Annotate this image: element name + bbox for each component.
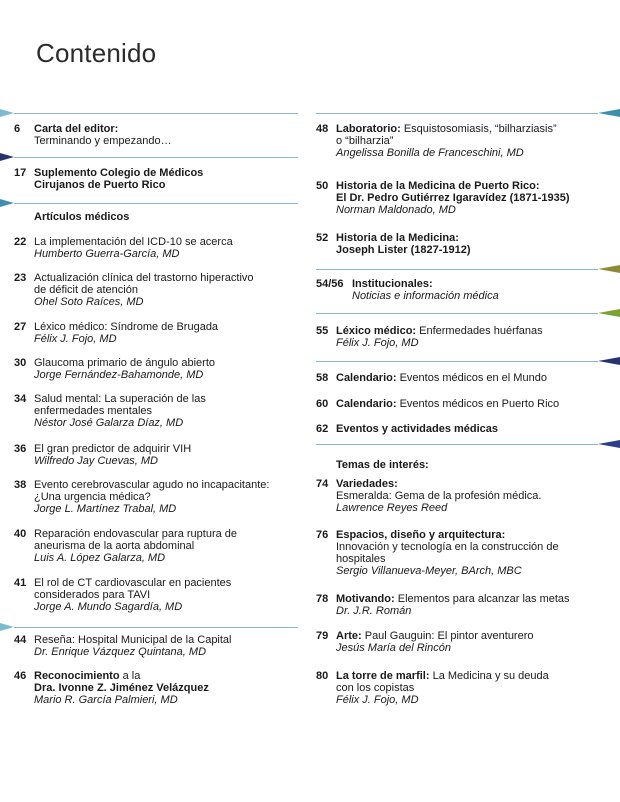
divider bbox=[316, 444, 598, 445]
entry-author: Félix J. Fojo, MD bbox=[336, 694, 419, 706]
page-number: 46 bbox=[14, 670, 27, 682]
entry-title: Reparación endovascular para ruptura de bbox=[34, 528, 238, 540]
entry-author: Félix J. Fojo, MD bbox=[336, 337, 419, 349]
page-number: 50 bbox=[316, 180, 329, 192]
entry-title-rest: La Medicina y su deuda bbox=[429, 670, 549, 682]
entry-author: Néstor José Galarza Díaz, MD bbox=[34, 417, 184, 429]
page-number: 38 bbox=[14, 479, 27, 491]
entry-author: Jorge Fernández-Bahamonde, MD bbox=[34, 369, 204, 381]
entry-author: Jorge A. Mundo Sagardía, MD bbox=[34, 601, 183, 613]
entry-title: Suplemento Colegio de Médicos bbox=[34, 167, 204, 179]
entry-title: Institucionales: bbox=[352, 278, 433, 290]
entry-author: Humberto Guerra-García, MD bbox=[34, 248, 180, 260]
entry-author: Wilfredo Jay Cuevas, MD bbox=[34, 455, 158, 467]
entry-subtitle: Esmeralda: Gema de la profesión médica. bbox=[336, 490, 542, 502]
page-number: 58 bbox=[316, 372, 329, 384]
page-number: 23 bbox=[14, 272, 27, 284]
entry-author: Angelissa Bonilla de Franceschini, MD bbox=[336, 147, 524, 159]
entry-title: Calendario: bbox=[336, 398, 397, 410]
divider bbox=[14, 157, 298, 158]
entry-title: El gran predictor de adquirir VIH bbox=[34, 443, 192, 455]
entry-author: Jorge L. Martínez Trabal, MD bbox=[34, 503, 177, 515]
teal-marker bbox=[0, 623, 14, 631]
page-number: 52 bbox=[316, 232, 329, 244]
entry-author: Jesús María del Rincón bbox=[336, 642, 451, 654]
entry-author: Mario R. García Palmieri, MD bbox=[34, 694, 178, 706]
olive-marker bbox=[598, 265, 620, 273]
entry-subtitle: Innovación y tecnología en la construcción de bbox=[336, 541, 559, 553]
entry-title: Variedades: bbox=[336, 478, 398, 490]
page-number: 40 bbox=[14, 528, 27, 540]
page-number: 80 bbox=[316, 670, 329, 682]
entry-title-rest: Eventos médicos en el Mundo bbox=[396, 372, 547, 384]
divider bbox=[14, 203, 298, 204]
entry-title: Laboratorio: bbox=[336, 123, 401, 135]
entry-title: Historia de la Medicina: bbox=[336, 232, 459, 244]
entry-author: Sergio Villanueva-Meyer, BArch, MBC bbox=[336, 565, 522, 577]
entry-title-line2: aneurisma de la aorta abdominal bbox=[34, 540, 195, 552]
teal-marker bbox=[0, 199, 14, 207]
entry-title-rest: a la bbox=[119, 670, 141, 682]
entry-title-line2: Cirujanos de Puerto Rico bbox=[34, 179, 166, 191]
entry-title-line2: Joseph Lister (1827-1912) bbox=[336, 244, 471, 256]
entry-title: Carta del editor: bbox=[34, 123, 119, 135]
page-number: 74 bbox=[316, 478, 329, 490]
entry-title: Motivando: bbox=[336, 593, 395, 605]
entry-title: Actualización clínica del trastorno hiperactivo bbox=[34, 272, 254, 284]
entry-title: Eventos y actividades médicas bbox=[336, 423, 499, 435]
entry-author: Dr. Enrique Vázquez Quintana, MD bbox=[34, 646, 207, 658]
entry-title: Reconocimiento bbox=[34, 670, 120, 682]
entry-author: Dr. J.R. Román bbox=[336, 605, 412, 617]
entry-title-rest: Eventos médicos en Puerto Rico bbox=[396, 398, 560, 410]
page-number: 62 bbox=[316, 423, 329, 435]
entry-title: El rol de CT cardiovascular en pacientes bbox=[34, 577, 232, 589]
divider bbox=[316, 313, 598, 314]
teal-marker bbox=[0, 109, 14, 117]
entry-title: Salud mental: La superación de las bbox=[34, 393, 206, 405]
entry-title: Evento cerebrovascular agudo no incapacitante: bbox=[34, 479, 270, 491]
page-number: 34 bbox=[14, 393, 27, 405]
entry-title-rest: Esquistosomiasis, “bilharziasis” bbox=[400, 123, 557, 135]
page-number: 78 bbox=[316, 593, 329, 605]
divider bbox=[14, 627, 298, 628]
entry-title-line2: Dra. Ivonne Z. Jiménez Velázquez bbox=[34, 682, 209, 694]
entry-subtitle: Terminando y empezando… bbox=[34, 135, 172, 147]
page-number: 79 bbox=[316, 630, 329, 642]
entry-title: Glaucoma primario de ángulo abierto bbox=[34, 357, 215, 369]
navy-marker bbox=[598, 357, 620, 365]
navy-marker bbox=[598, 440, 620, 448]
page-number: 76 bbox=[316, 529, 329, 541]
lime-marker bbox=[598, 309, 620, 317]
page-number: 44 bbox=[14, 634, 27, 646]
entry-author: Luis A. López Galarza, MD bbox=[34, 552, 166, 564]
entry-subtitle-line2: hospitales bbox=[336, 553, 386, 565]
page-number: 27 bbox=[14, 321, 27, 333]
entry-subtitle: Noticias e información médica bbox=[352, 290, 499, 302]
entry-title-rest: Enfermedades huérfanas bbox=[416, 325, 543, 337]
divider bbox=[316, 361, 598, 362]
entry-title-line2: enfermedades mentales bbox=[34, 405, 153, 417]
entry-author: Félix J. Fojo, MD bbox=[34, 333, 117, 345]
entry-title-rest: Paul Gauguin: El pintor aventurero bbox=[361, 630, 534, 642]
section-heading: Artículos médicos bbox=[34, 211, 130, 223]
entry-title: La torre de marfil: bbox=[336, 670, 430, 682]
page-number: 30 bbox=[14, 357, 27, 369]
page-number: 22 bbox=[14, 236, 27, 248]
page-number: 6 bbox=[14, 123, 21, 135]
entry-title: Calendario: bbox=[336, 372, 397, 384]
page-number: 17 bbox=[14, 167, 27, 179]
page-number: 55 bbox=[316, 325, 329, 337]
entry-title-rest: Elementos para alcanzar las metas bbox=[394, 593, 570, 605]
entry-title-line2: El Dr. Pedro Gutiérrez Igaravídez (1871-1935) bbox=[336, 192, 570, 204]
page-title: Contenido bbox=[36, 38, 157, 68]
divider bbox=[14, 113, 298, 114]
entry-author: Lawrence Reyes Reed bbox=[336, 502, 448, 514]
teal-marker bbox=[598, 109, 620, 117]
entry-title: La implementación del ICD-10 se acerca bbox=[34, 236, 233, 248]
page-number: 54/56 bbox=[316, 278, 344, 290]
entry-title: Historia de la Medicina de Puerto Rico: bbox=[336, 180, 540, 192]
section-heading: Temas de interés: bbox=[336, 459, 429, 471]
entry-title: Espacios, diseño y arquitectura: bbox=[336, 529, 506, 541]
entry-title-line2: o “bilharzia” bbox=[336, 135, 394, 147]
entry-title: Léxico médico: bbox=[336, 325, 417, 337]
entry-author: Ohel Soto Raíces, MD bbox=[34, 296, 144, 308]
entry-title: Arte: bbox=[336, 630, 362, 642]
entry-title: Reseña: Hospital Municipal de la Capital bbox=[34, 634, 232, 646]
entry-title: Léxico médico: Síndrome de Brugada bbox=[34, 321, 219, 333]
page-number: 41 bbox=[14, 577, 27, 589]
entry-author: Norman Maldonado, MD bbox=[336, 204, 456, 216]
divider bbox=[316, 113, 598, 114]
divider bbox=[316, 269, 598, 270]
page-number: 36 bbox=[14, 443, 27, 455]
page-number: 48 bbox=[316, 123, 329, 135]
page-number: 60 bbox=[316, 398, 329, 410]
entry-title-line2: de déficit de atención bbox=[34, 284, 138, 296]
entry-title-line2: considerados para TAVI bbox=[34, 589, 151, 601]
entry-title-line2: ¿Una urgencia médica? bbox=[34, 491, 151, 503]
entry-title-line2: con los copistas bbox=[336, 682, 415, 694]
navy-marker bbox=[0, 153, 14, 161]
